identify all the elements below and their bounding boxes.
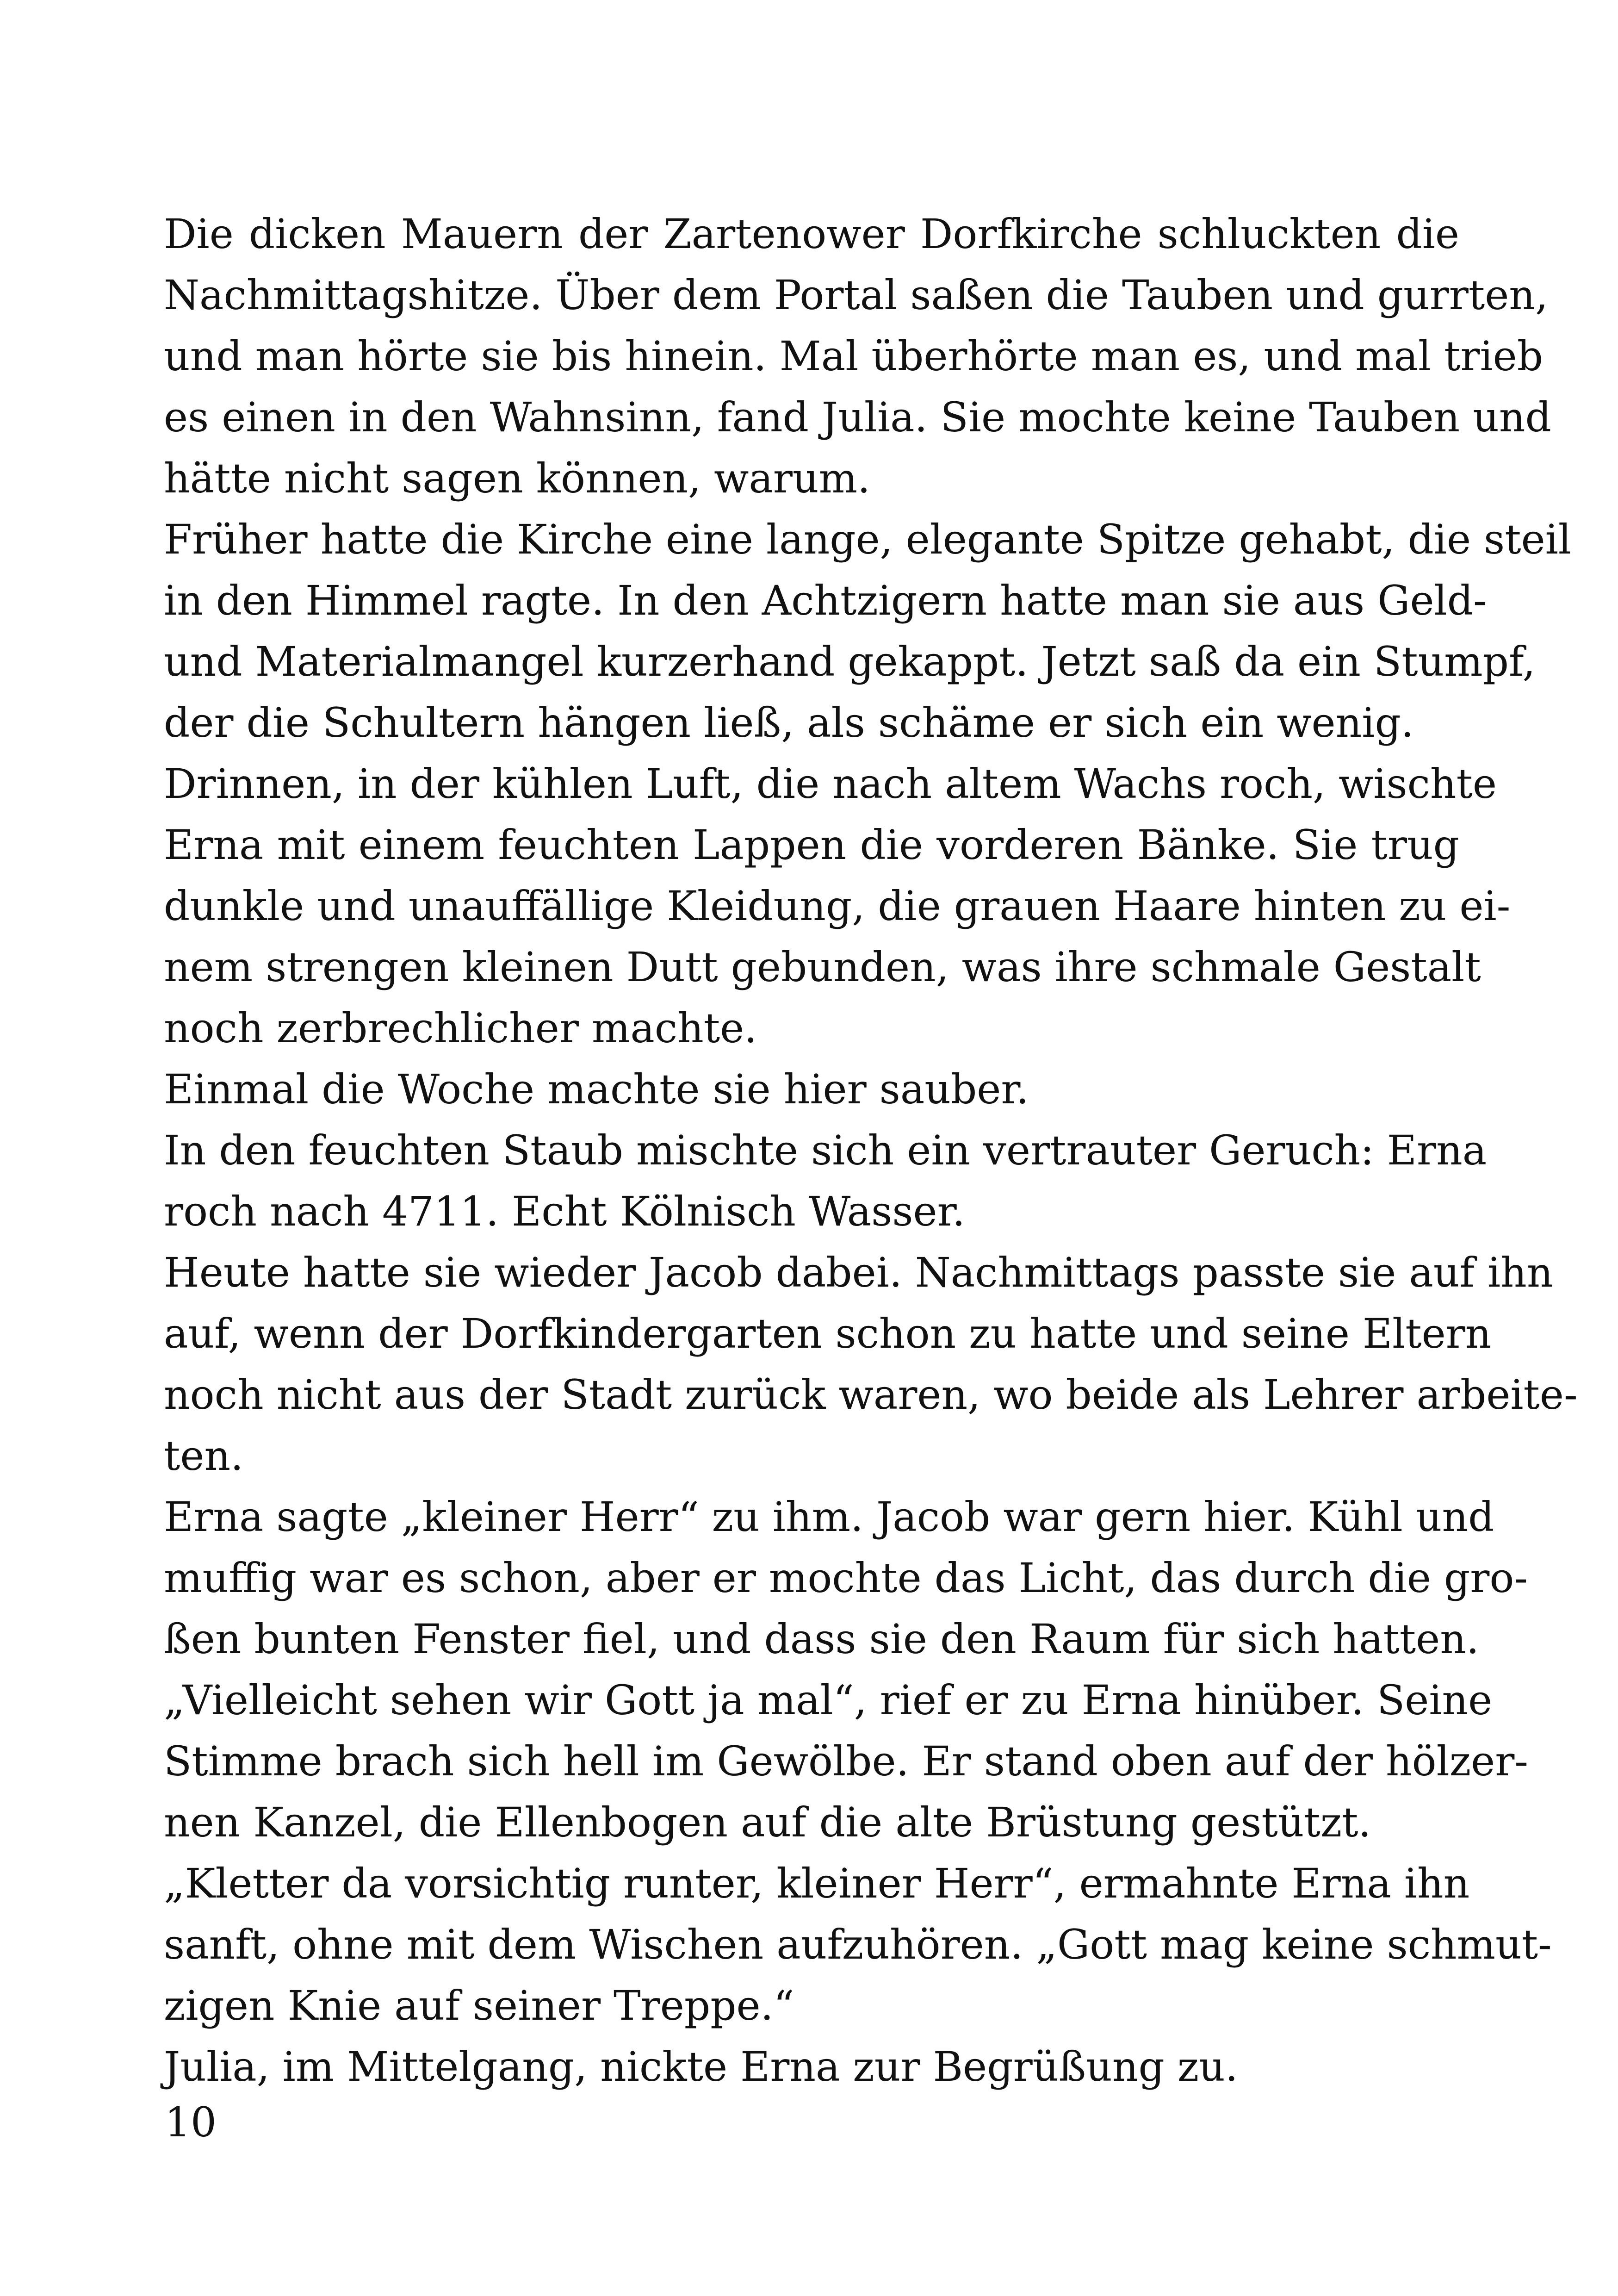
text-line-1: Die dicken Mauern der Zartenower Dorfkirche schluckten die [164,210,1459,258]
text-line-30: zigen Knie auf seiner Treppe.“ [164,1982,794,2029]
text-line-15: Einmal die Woche machte sie hier sauber. [164,1065,1029,1113]
text-line-28: „Kletter da vorsichtig runter, kleiner Herr“, ermahnte Erna ihn [164,1860,1470,1907]
text-line-23: muffig war es schon, aber er mochte das Licht, das durch die gro- [164,1554,1528,1602]
text-line-9: der die Schultern hängen ließ, als schäme er sich ein wenig. [164,699,1414,747]
text-line-27: nen Kanzel, die Ellenbogen auf die alte Brüstung gestützt. [164,1798,1371,1846]
text-line-25: „Vielleicht sehen wir Gott ja mal“, rief er zu Erna hinüber. Seine [164,1676,1493,1724]
text-line-7: in den Himmel ragte. In den Achtzigern hatte man sie aus Geld- [164,577,1487,624]
text-line-31: Julia, im Mittelgang, nickte Erna zur Begrüßung zu. [164,2043,1238,2091]
text-line-14: noch zerbrechlicher machte. [164,1004,757,1052]
text-line-16: In den feuchten Staub mischte sich ein vertrauter Geruch: Erna [164,1126,1487,1174]
text-line-3: und man hörte sie bis hinein. Mal überhörte man es, und mal trieb [164,332,1544,380]
text-line-4: es einen in den Wahnsinn, fand Julia. Sie mochte keine Tauben und [164,393,1551,441]
text-line-24: ßen bunten Fenster fiel, und dass sie den Raum für sich hatten. [164,1615,1479,1663]
text-line-21: ten. [164,1432,244,1480]
page-number: 10 [165,2098,217,2146]
text-line-29: sanft, ohne mit dem Wischen aufzuhören. „Gott mag keine schmut- [164,1921,1552,1968]
text-line-17: roch nach 4711. Echt Kölnisch Wasser. [164,1188,965,1235]
text-line-8: und Materialmangel kurzerhand gekappt. Jetzt saß da ein Stumpf, [164,638,1536,685]
text-line-18: Heute hatte sie wieder Jacob dabei. Nachmittags passte sie auf ihn [164,1249,1553,1296]
text-line-2: Nachmittagshitze. Über dem Portal saßen die Tauben und gurrten, [164,271,1548,319]
body-text [164,204,1578,2097]
text-line-5: hätte nicht sagen können, warum. [164,454,871,502]
text-line-13: nem strengen kleinen Dutt gebunden, was ihre schmale Gestalt [164,943,1481,991]
text-line-12: dunkle und unauffällige Kleidung, die grauen Haare hinten zu ei- [164,882,1511,930]
text-line-19: auf, wenn der Dorfkindergarten schon zu hatte und seine Eltern [164,1310,1492,1357]
text-line-10: Drinnen, in der kühlen Luft, die nach altem Wachs roch, wischte [164,760,1497,808]
text-line-26: Stimme brach sich hell im Gewölbe. Er stand oben auf der hölzer- [164,1737,1528,1785]
text-line-20: noch nicht aus der Stadt zurück waren, wo beide als Lehrer arbeite- [164,1371,1578,1419]
text-line-11: Erna mit einem feuchten Lappen die vorderen Bänke. Sie trug [164,821,1459,869]
text-line-22: Erna sagte „kleiner Herr“ zu ihm. Jacob war gern hier. Kühl und [164,1493,1494,1541]
text-line-6: Früher hatte die Kirche eine lange, elegante Spitze gehabt, die steil [164,516,1571,563]
